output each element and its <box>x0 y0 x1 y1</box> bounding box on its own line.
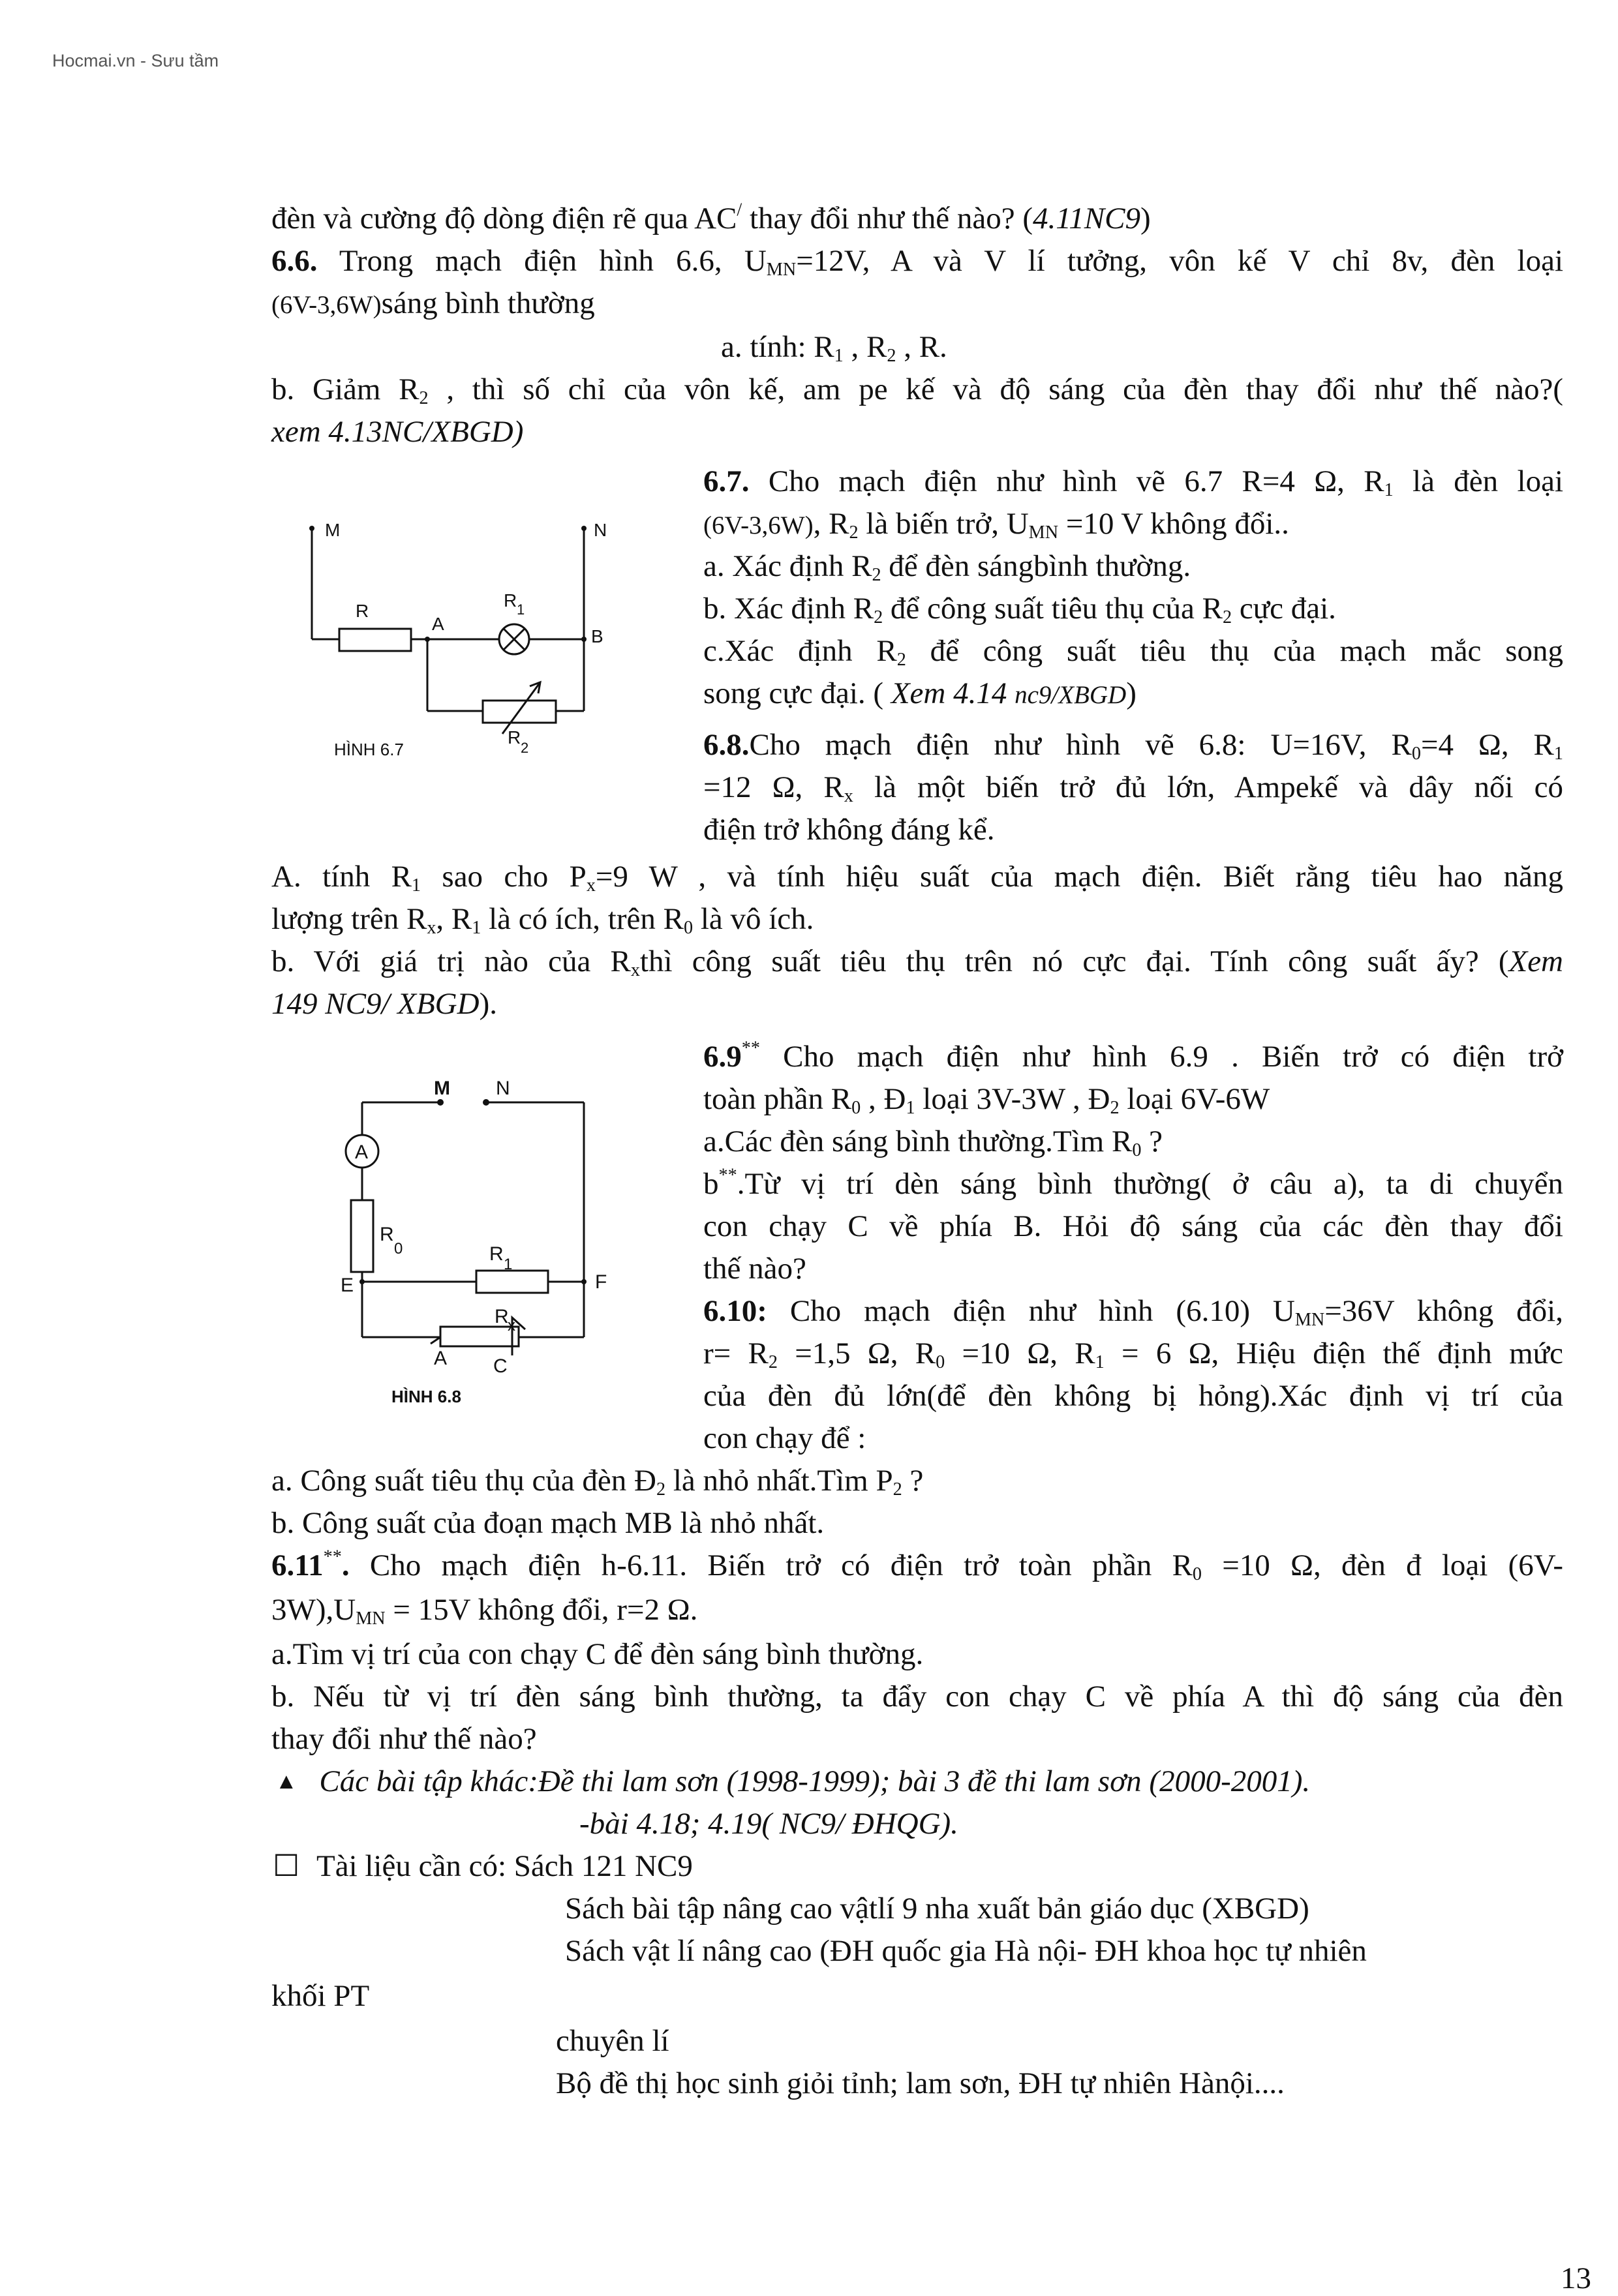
problem-6-9-line1: 6.9** Cho mạch điện như hình 6.9 . Biến trở có điện trở <box>703 1038 1563 1074</box>
problem-6-11-line1: 6.11**. Cho mạch điện h-6.11. Biến trở có điện trở toàn phần $R_0 =10$ Ω, đèn đ loại (6V- <box>271 1547 1563 1585</box>
problem-6-9-line2: toàn phần $R_0$ , $Đ_1$ loại 3V-3W , $Đ_2$ loại 6V-6W <box>703 1082 1270 1119</box>
problem-6-9-part-b-end: thế nào? <box>703 1252 806 1286</box>
fig67-caption: HÌNH 6.7 <box>334 740 404 759</box>
problem-6-8-part-b: b. Với giá trị nào của $R_xthì$ công suất tiêu thụ trên nó cực đại. Tính công suất ấy? (Xem <box>271 944 1563 981</box>
problem-6-7-part-b: b. Xác định $R_2$ để công suất tiêu thụ của $R_2$ cực đại. <box>703 592 1336 628</box>
documents-line6: Bộ đề thị học sinh giỏi tỉnh; lam sơn, ĐH tự nhiên Hànội.... <box>556 2066 1285 2100</box>
problem-6-7-line2: (6V-3,6W), $R_2$ là biến trở, $U_{MN} =10$ V không đổi.. <box>703 507 1289 543</box>
fig68-label-R0-sub: 0 <box>394 1240 403 1258</box>
fig68-label-Rx: R <box>495 1306 509 1327</box>
problem-6-6-part-b-ref: xem 4.13NC/XBGD) <box>271 415 524 449</box>
continuation-line: đèn và cường độ dòng điện rẽ qua AC/ thay đổi như thế nào? (4.11NC9) <box>271 200 1151 235</box>
problem-6-10-line2: $r= R_2 =1,5$ Ω, $R_0 =10$ Ω, $R_1 = 6$ Ω, Hiệu điện thế định mức <box>703 1337 1563 1373</box>
problem-6-7-line1: 6.7. Cho mạch điện như hình vẽ 6.7 R=4 Ω, $R_1$ là đèn loại <box>703 464 1563 501</box>
problem-6-10-line1: 6.10: Cho mạch điện như hình (6.10) $U_{MN}=36V$ không đổi, <box>703 1294 1563 1331</box>
fig68-label-R1: R <box>489 1243 504 1265</box>
problem-6-9-part-a: a.Các đèn sáng bình thường.Tìm $R_0$ ? <box>703 1125 1163 1161</box>
problem-6-11-line2: $3W),U_{MN} = 15V$ không đổi, r=2 Ω. <box>271 1593 698 1629</box>
problem-6-10-line3: của đèn đủ lớn(để đèn không bị hỏng).Xác định vị trí của <box>703 1379 1563 1413</box>
page-number: 13 <box>1561 2261 1591 2295</box>
fig67-label-R: R <box>356 601 369 621</box>
problem-6-7-part-c-ref: song cực đại. ( Xem 4.14 nc9/XBGD) <box>703 676 1137 710</box>
fig68-label-Rx-sub: x <box>508 1317 515 1335</box>
problem-6-8-line3: điện trở không đáng kể. <box>703 813 995 847</box>
page-header: Hocmai.vn - Sưu tầm <box>52 51 219 70</box>
problem-6-10-part-a: a. Công suất tiêu thụ của đèn $Đ_2$ là nhỏ nhất.Tìm $P_2$ ? <box>271 1464 924 1500</box>
fig68-caption: HÌNH 6.8 <box>391 1387 461 1406</box>
documents-line4: khối PT <box>271 1979 370 2013</box>
problem-6-11-part-b: b. Nếu từ vị trí đèn sáng bình thường, ta đẩy con chạy C về phía A thì độ sáng của đèn <box>271 1680 1563 1714</box>
problem-6-8-line2: =12 Ω, $R_x$ là một biến trở đủ lớn, Ampekế và dây nối có <box>703 770 1563 807</box>
documents-line3: Sách vật lí nâng cao (ĐH quốc gia Hà nội- ĐH khoa học tự nhiên <box>565 1934 1367 1968</box>
fig67-label-R1-sub: 1 <box>517 601 525 618</box>
fig67-label-B: B <box>591 626 603 646</box>
problem-6-7-part-a: a. Xác định $R_2$ để đèn sángbình thường. <box>703 549 1191 586</box>
problem-6-8-line1: 6.8.Cho mạch điện như hình vẽ 6.8: U=16V, $R_0=4$ Ω, $R_1$ <box>703 728 1563 764</box>
problem-6-6-line2: (6V-3,6W)sáng bình thường <box>271 286 595 320</box>
triangle-bullet-icon: ▲ <box>275 1770 298 1794</box>
documents-line1: ☐ Tài liệu cần có: Sách 121 NC9 <box>273 1849 693 1883</box>
problem-6-9-part-b: b**.Từ vị trí dèn sáng bình thường( ở câu a), ta di chuyển <box>703 1165 1563 1201</box>
documents-line5: chuyên lí <box>556 2024 669 2058</box>
fig67-label-M: M <box>325 520 341 540</box>
checkbox-icon: ☐ <box>273 1849 300 1882</box>
documents-line2: Sách bài tập nâng cao vậtlí 9 nha xuất bản giáo dục (XBGD) <box>565 1892 1309 1926</box>
problem-6-6-part-a: a. tính: $R_1$ , $R_2$ , R. <box>721 330 947 367</box>
other-exercises-line1: ▲ Các bài tập khác:Đề thi lam sơn (1998-1999); bài 3 đề thi lam sơn (2000-2001). <box>275 1764 1311 1798</box>
problem-6-6-line1: 6.6. Trong mạch điện hình 6.6, $U_{MN}=12V$, A và V lí tưởng, vôn kế V chỉ 8v, đèn loại <box>271 244 1563 280</box>
fig67-label-R2: R <box>508 727 521 748</box>
figure-6-8-circuit <box>326 1070 633 1409</box>
fig68-label-A: A <box>434 1348 448 1369</box>
problem-6-11-part-b-cont: thay đổi như thế nào? <box>271 1722 537 1756</box>
fig68-label-R0: R <box>380 1224 394 1245</box>
fig68-label-R1-sub: 1 <box>504 1256 513 1273</box>
fig68-label-F: F <box>595 1271 607 1293</box>
fig68-label-N: N <box>496 1078 510 1099</box>
problem-6-7-part-c: c.Xác định $R_2$ để công suất tiêu thụ của mạch mắc song <box>703 634 1563 671</box>
problem-6-8-part-b-ref: 149 NC9/ XBGD). <box>271 987 497 1021</box>
other-exercises-line2: -bài 4.18; 4.19( NC9/ ĐHQG). <box>579 1807 958 1841</box>
problem-6-6-part-b: b. Giảm $R_2$ , thì số chỉ của vôn kế, am pe kế và độ sáng của đèn thay đổi như thế nào?( <box>271 372 1563 409</box>
problem-6-10-line4: con chạy để : <box>703 1421 866 1455</box>
problem-6-8-part-a-cont: lượng trên $R_x$, $R_1$ là có ích, trên $R_0$ là vô ích. <box>271 902 814 939</box>
fig67-label-N: N <box>594 520 607 540</box>
fig68-ammeter-label: A <box>355 1141 369 1163</box>
figure-6-7-circuit <box>287 509 626 770</box>
fig67-label-R1: R <box>504 590 517 611</box>
fig67-label-R2-sub: 2 <box>521 740 529 756</box>
problem-6-8-part-a: A. tính $R_1$ sao cho $P_x=9$ W , và tính hiệu suất của mạch điện. Biết rằng tiêu hao năng <box>271 860 1563 896</box>
fig68-label-M: M <box>434 1078 450 1099</box>
fig68-label-E: E <box>341 1275 354 1296</box>
problem-6-10-part-b: b. Công suất của đoạn mạch MB là nhỏ nhất. <box>271 1506 825 1540</box>
fig68-label-C: C <box>493 1355 508 1377</box>
problem-6-9-part-b-cont: con chạy C về phía B. Hỏi độ sáng của các đèn thay đổi <box>703 1209 1563 1243</box>
fig67-label-A: A <box>432 614 444 634</box>
problem-6-11-part-a: a.Tìm vị trí của con chạy C để đèn sáng bình thường. <box>271 1637 924 1671</box>
